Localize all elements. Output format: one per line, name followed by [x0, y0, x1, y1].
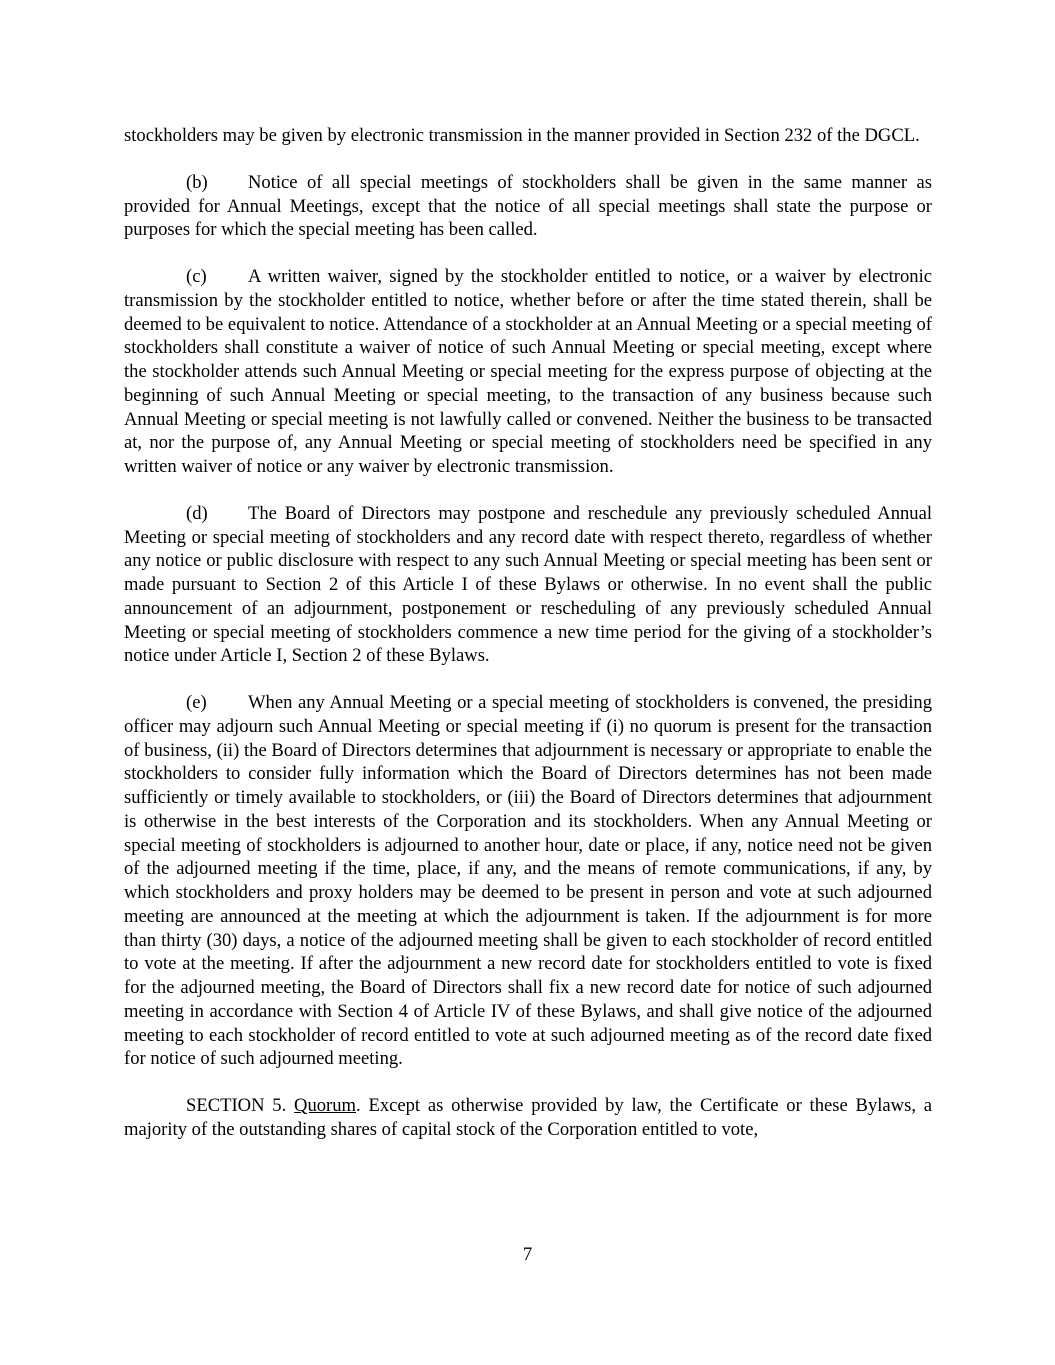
paragraph-c [124, 265, 932, 479]
paragraph-b [124, 171, 932, 242]
paragraph-d [124, 502, 932, 668]
paragraph-label: (e) [186, 692, 207, 713]
section-5-paragraph [124, 1094, 932, 1142]
page-number: 7 [522, 1244, 533, 1265]
paragraph-label: (d) [186, 502, 208, 524]
continuation-paragraph: stockholders may be given by electronic transmission in the manner provided in Section 232 of the DGCL. [124, 125, 920, 146]
paragraph-e [124, 691, 932, 1071]
paragraph-text: A written waiver, signed by the stockholder entitled to notice, or a waiver by electronic transmission by the stockholder entitled to notice, whether before or after the time stated therein, shall be deemed to be equivalent to notice. Attendance of a stockholder at an Annual Meeting or a special meeting of stockholders shall constitute a waiver of notice of such Annual Meeting or special meeting, except where the stockholder attends such Annual Meeting or special meeting for the express purpose of objecting at the beginning of such Annual Meeting or special meeting, to the transaction of any business because such Annual Meeting or special meeting is not lawfully called or convened. Neither the business to be transacted at, nor the purpose of, any Annual Meeting or special meeting of stockholders need be specified in any written waiver of notice or any waiver by electronic transmission. [124, 266, 932, 477]
paragraph-text: When any Annual Meeting or a special meeting of stockholders is convened, the presiding officer may adjourn such Annual Meeting or special meeting if (i) no quorum is present for the transaction of business, (ii) the Board of Directors determines that adjournment is necessary or appropriate to enable the stockholders to consider fully information which the Board of Directors determines has not been made sufficiently or timely available to stockholders, or (iii) the Board of Directors determines that adjournment is otherwise in the best interests of the Corporation and its stockholders. When any Annual Meeting or special meeting of stockholders is adjourned to another hour, date or place, if any, notice need not be given of the adjourned meeting if the time, place, if any, and the means of remote communications, if any, by which stockholders and proxy holders may be deemed to be present in person and vote at such adjourned meeting are announced at the meeting at which the adjournment is taken. If the adjournment is for more than thirty (30) days, a notice of the adjourned meeting shall be given to each stockholder of record entitled to vote at the meeting. If after the adjournment a new record date for stockholders entitled to vote is fixed for the adjourned meeting, the Board of Directors shall fix a new record date for notice of such adjourned meeting in accordance with Section 4 of Article IV of these Bylaws, and shall give notice of the adjourned meeting to each stockholder of record entitled to vote at such adjourned meeting as of the record date fixed for notice of such adjourned meeting. [124, 692, 932, 1070]
paragraph-label: (b) [186, 171, 208, 193]
paragraph-label: (c) [186, 266, 207, 287]
section-heading: Quorum [294, 1095, 357, 1116]
section-heading-punct: . [356, 1095, 361, 1116]
document-page [124, 124, 932, 1165]
paragraph-text: The Board of Directors may postpone and reschedule any previously scheduled Annual Meeting or special meeting of stockholders and any record date with respect thereto, regardless of whether any notice or public disclosure with respect to any such Annual Meeting or special meeting has been sent or made pursuant to Section 2 of this Article I of these Bylaws or otherwise. In no event shall the public announcement of an adjournment, postponement or rescheduling of any previously scheduled Annual Meeting or special meeting of stockholders commence a new time period for the giving of a stockholder’s notice under Article I, Section 2 of these Bylaws. [124, 502, 932, 667]
section-text: Except as otherwise provided by law, the Certificate or these Bylaws, a majority of the outstanding shares of capital stock of the Corporation entitled to vote, [124, 1095, 933, 1140]
paragraph-text: Notice of all special meetings of stockholders shall be given in the same manner as provided for Annual Meetings, except that the notice of all special meetings shall state the purpose or purposes for which the special meeting has been called. [124, 171, 932, 241]
section-label: SECTION 5. [186, 1095, 287, 1116]
